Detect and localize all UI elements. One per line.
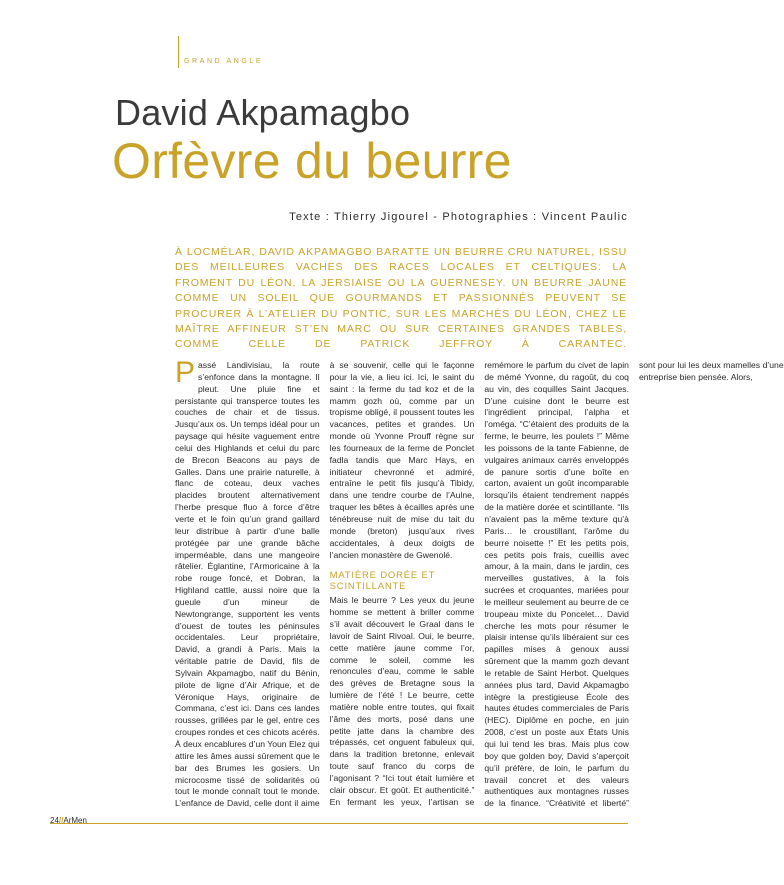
footer-rule [50,823,628,824]
article-body [175,356,784,820]
article-headline: Orfèvre du beurre [112,133,512,189]
article-name: David Akpamagbo [115,92,411,133]
drop-cap: P [175,356,196,389]
section-subhead: MATIÈRE DORÉE ET SCINTILLANTE [329,570,436,593]
folio-separator: // [58,816,64,825]
body-paragraph-text: assé Landivisiau, la route s’enfonce dans la montagne. Il pleut. Une pluie fine et persistante qui transperce toutes les couches de chair et de tissus. Jusqu’aux os. Un temps idéal pour un paysage qui hésite vaguement entre celui des Highlands et celui du parc de Brecon Beacons au pays de Galles. Dans une prairie naturelle, à flanc de coteau, deux vaches placides broutent alternativement l’herbe presque fluo à force d’être verte et le foin qu’un grand gaillard leur distribue à partir d’une balle protégée par une grande bâche imperméable, dans une mangeoire râtelier. Églantine, l’Armoricaine à la robe rouge foncé, et Dobran, la Highland cattle, aussi noire que la gueule d’un mineur de Newtongrange, supportent les vents d’ouest de toutes les péninsules occidentales. Leur propriétaire, David, a grandi à Paris. Mais la véritable patrie de David, fils de Sylvain Akpamagbo, natif du Bénin, pilote de ligne d’Air Afrique, et de Véronique Hays, originaire de Commana, c’est ici. Dans ces landes rousses, grillées par le gel, entre ces croupes rondes et ces chicots acérés. À deux encablures d’un Youn Elez qui attire les âmes aussi sûrement que le bar des Brumes les gosiers. Un microcosme tissé de solidarités où tout le monde connaît tout le monde. L’enfance de David, celle dont il aime à se souvenir, celle qui le façonne pour la vie, a lieu ici. Ici, le saint du saint : la ferme du tad koz et de la mamm gozh où, comme par un tropisme obligé, il poussent toutes les vacances, petites et grandes. Un monde où Yvonne Prouff règne sur les fourneaux de la ferme de Ponclet fadla tandis que Marc Hays, en initiateur chevronné et admiré, entraîne le petit fils jusqu’à Tibidy, dans une tendre courbe de l’Aulne, traquer les bêtes à écailles après une ténébreuse nuit de mise du tait du monde (breton) jusqu’aux rives accidentales, à deux doigts de l’ancien monastère de Gwenolé. [175,360,475,809]
rubric-bar [178,36,179,68]
magazine-name: ArMen [63,816,87,825]
rubric-label: GRAND ANGLE [184,58,264,65]
article-lede: À LOCMÉLAR, DAVID AKPAMAGBO BARATTE UN BEURRE CRU NATUREL, ISSU DES MEILLEURES VACHES DES RACES LOCALES ET CELTIQUES: LA FROMENT DU LÉON, LA JERSIAISE OU LA GUERNESEY. UN BEURRE JAUNE COMME UN SOLEIL QUE GOURMANDS ET PASSIONNÉS PEUVENT SE PROCURER À L’ATELIER DU PONTIC, SUR LES MARCHÉS DU LÉON, CHEZ LE MAÎTRE AFFINEUR ST’EN MARC OU SUR CERTAINES GRANDES TABLES, COMME CELLE DE PATRICK JEFFROY À CARANTEC. [175,246,627,351]
body-paragraph: Mais le beurre ? Les yeux du jeune homme se mettent à briller comme s’il avait découvert le Graal dans le lavoir de Saint Rivoal. Oui, le beurre, cette matière jaune comme l’or, comme le soleil, comme les renoncules d’eau, comme le sable des grèves de Bretagne sous la lumière de l’été ! Le beurre, cette matière noble entre toutes, qui fixait l’âme des morts, posé dans une petite jatte dans la chambre des trépassés, cet onguent fabuleux qui, dans la tradition bretonne, enlevait toute sauf franco du corps de l’agonisant ? “Ici tout était lumière et clair obscur. Et goût. Et authenticité.” En fermant les yeux, l’artisan se remémore le parfum du civet de lapin de mémé Yvonne, du ragoût, du coq au vin, des coquilles Saint Jacques. D’une cuisine dont le beurre est l’ingrédient principal, l’alpha et l’oméga. “C’étaient des produits de la ferme, le beurre, les poulets !” Même les poissons de la tante Fabienne, de vulgaires animaux carrés enveloppés de panure sortis d’une boîte en carton, avaient un goût incomparable lorsqu’ils étaient tendrement nappés de la matière dorée et scintillante. “Ils n’avaient pas la même texture qu’à Paris… le croustillant, l’arôme du beurre noisette !” Et les petits pois, ces petits pois frais, cueillis avec amour, à la main, dans le jardin, ces merveilles gustatives, à la fois sucrées et croquantes, mariées pour le meilleur seulement au beurre de ce troupeau mixte du Poncelet… David cherche les mots pour résumer le plaisir intense qu’ils libéraient sur ces papilles mises à genoux aussi sûrement que la mamm gozh devant le retable de Saint Herbot. Quelques années plus tard, David Akpamagbo intègre la prestigieuse École des hautes études commerciales de Paris (HEC). Diplôme en poche, en juin 2008, c’est un poste aux États Unis qui lui tend les bras. Mais plus cow boy que golden boy, David s’aperçoit qu’il préfère, de loin, le parfum du travail concret et des valeurs authentiques aux montagnes russes de la finance. “Créativité et liberté” sont pour lui les deux mamelles d’une entreprise bien pensée. Alors, [329,360,784,809]
folio [50,816,87,825]
article-credits: Texte : Thierry Jigourel - Photographies : Vincent Paulic [289,211,628,223]
page-number: 24 [50,816,59,825]
